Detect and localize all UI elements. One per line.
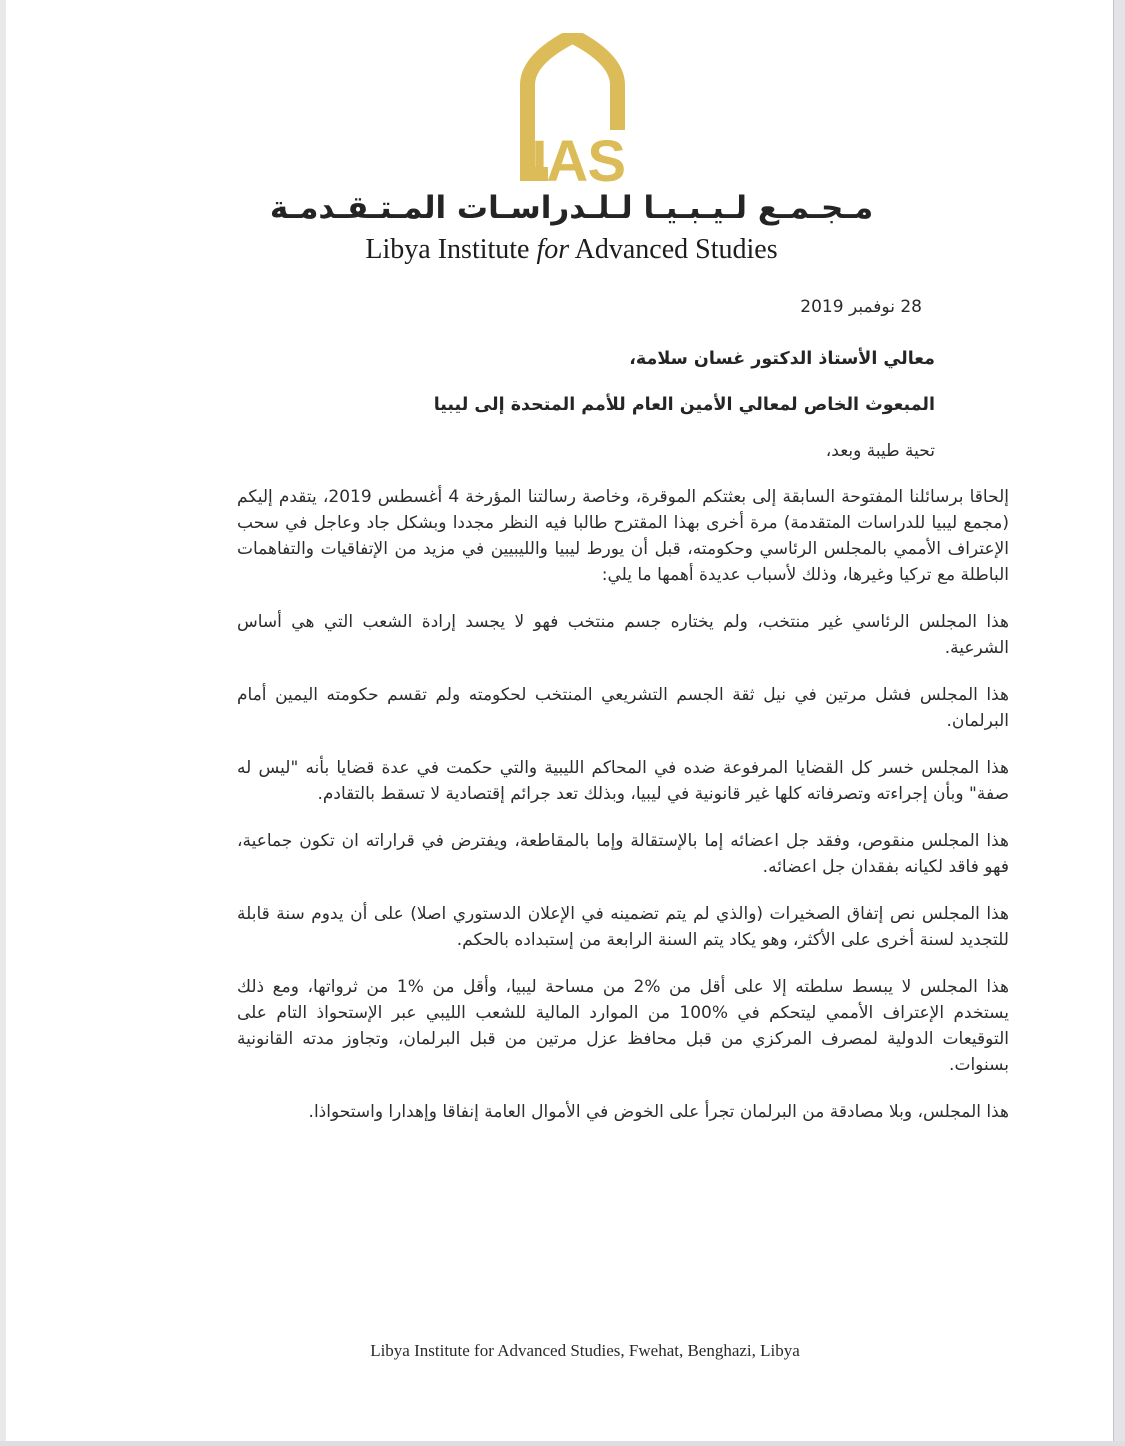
letter-paragraph: هذا المجلس الرئاسي غير منتخب، ولم يختاره جسم منتخب فهو لا يجسد إرادة الشعب التي هي أساس الشرعية. (237, 612, 1009, 658)
letter-paragraph: هذا المجلس لا يبسط سلطته إلا على أقل من %2 من مساحة ليبيا، وأقل من %1 من ثرواتها، ومع ذلك يستخدم الإعتراف الأممي ليتحكم في %100 من الموارد المالية للشعب الليبي عبر الإستحواذ التام على التوقيعات الدولية لمصرف المركزي من قبل محافظ عزل مرتين من قبل البرلمان، وتجاوز مدته القانونية بسنوات. (237, 977, 1009, 1075)
org-name-english-part2: Advanced Studies (569, 234, 778, 265)
letter-paragraph: هذا المجلس نص إتفاق الصخيرات (والذي لم يتم تضمينه في الإعلان الدستوري اصلا) على أن يدوم سنة قابلة للتجديد لسنة أخرى على الأكثر، وهو يكاد يتم السنة الرابعة من إستبداده بالحكم. (237, 904, 1009, 950)
org-name-arabic: مـجـمـع لـيـبـيـا لـلـدراسـات المـتـقـدمـة (269, 190, 874, 226)
letter-body (237, 484, 1009, 1146)
org-name-english-for: for (536, 234, 570, 265)
salutation: تحية طيبة وبعد، (825, 441, 935, 461)
org-name-english-part1: Libya Institute (365, 234, 537, 265)
recipient-name: معالي الأستاذ الدكتور غسان سلامة، (629, 349, 935, 369)
lias-arch-logo-icon (512, 33, 632, 183)
letter-date: 28 نوفمبر 2019 (800, 297, 922, 317)
letter-paragraph: هذا المجلس، وبلا مصادقة من البرلمان تجرأ على الخوض في الأموال العامة إنفاقا وإهدارا واستحواذا. (308, 1102, 1009, 1122)
letter-paragraph: هذا المجلس فشل مرتين في نيل ثقة الجسم التشريعي المنتخب لحكومته ولم تقسم حكومته اليمين أمام البرلمان. (237, 685, 1009, 731)
recipient-title: المبعوث الخاص لمعالي الأمين العام للأمم المتحدة إلى ليبيا (433, 395, 935, 415)
letter-paragraph: هذا المجلس خسر كل القضايا المرفوعة ضده في المحاكم الليبية والتي حكمت في عدة قضايا بأنه "ليس له صفة" وبأن إجراءته وتصرفاته كلها غير قانونية في ليبيا، وبذلك تعد جرائم إقتصادية لا تسقط بالتقادم. (237, 758, 1009, 804)
logo-acronym: IAS (530, 129, 625, 183)
letter-paragraph: هذا المجلس منقوص، وفقد جل اعضائه إما بالإستقالة وإما بالمقاطعة، ويفترض في قراراته ان تكون جماعية، فهو فاقد لكيانه بفقدان جل اعضائه. (237, 831, 1009, 877)
scan-edge-bottom (0, 1441, 1125, 1446)
letterhead (0, 33, 1125, 268)
org-name-english (18, 232, 1125, 268)
letter-paragraph: إلحاقا برسائلنا المفتوحة السابقة إلى بعثتكم الموقرة، وخاصة رسالتنا المؤرخة 4 أغسطس 2019، يتقدم إليكم (مجمع ليبيا للدراسات المتقدمة) مرة أخرى بهذا المقترح طالبا فيه النظر مجددا وبشكل جاد وعاجل في سحب الإعتراف الأممي بالمجلس الرئاسي وحكومته، قبل أن يورط ليبيا والليبيين في مزيد من الإتفاقيات والتفاهمات الباطلة مع تركيا وغيرها، وذلك لأسباب عديدة أهمها ما يلي: (237, 487, 1009, 585)
footer-address: Libya Institute for Advanced Studies, Fwehat, Benghazi, Libya (370, 1341, 800, 1360)
